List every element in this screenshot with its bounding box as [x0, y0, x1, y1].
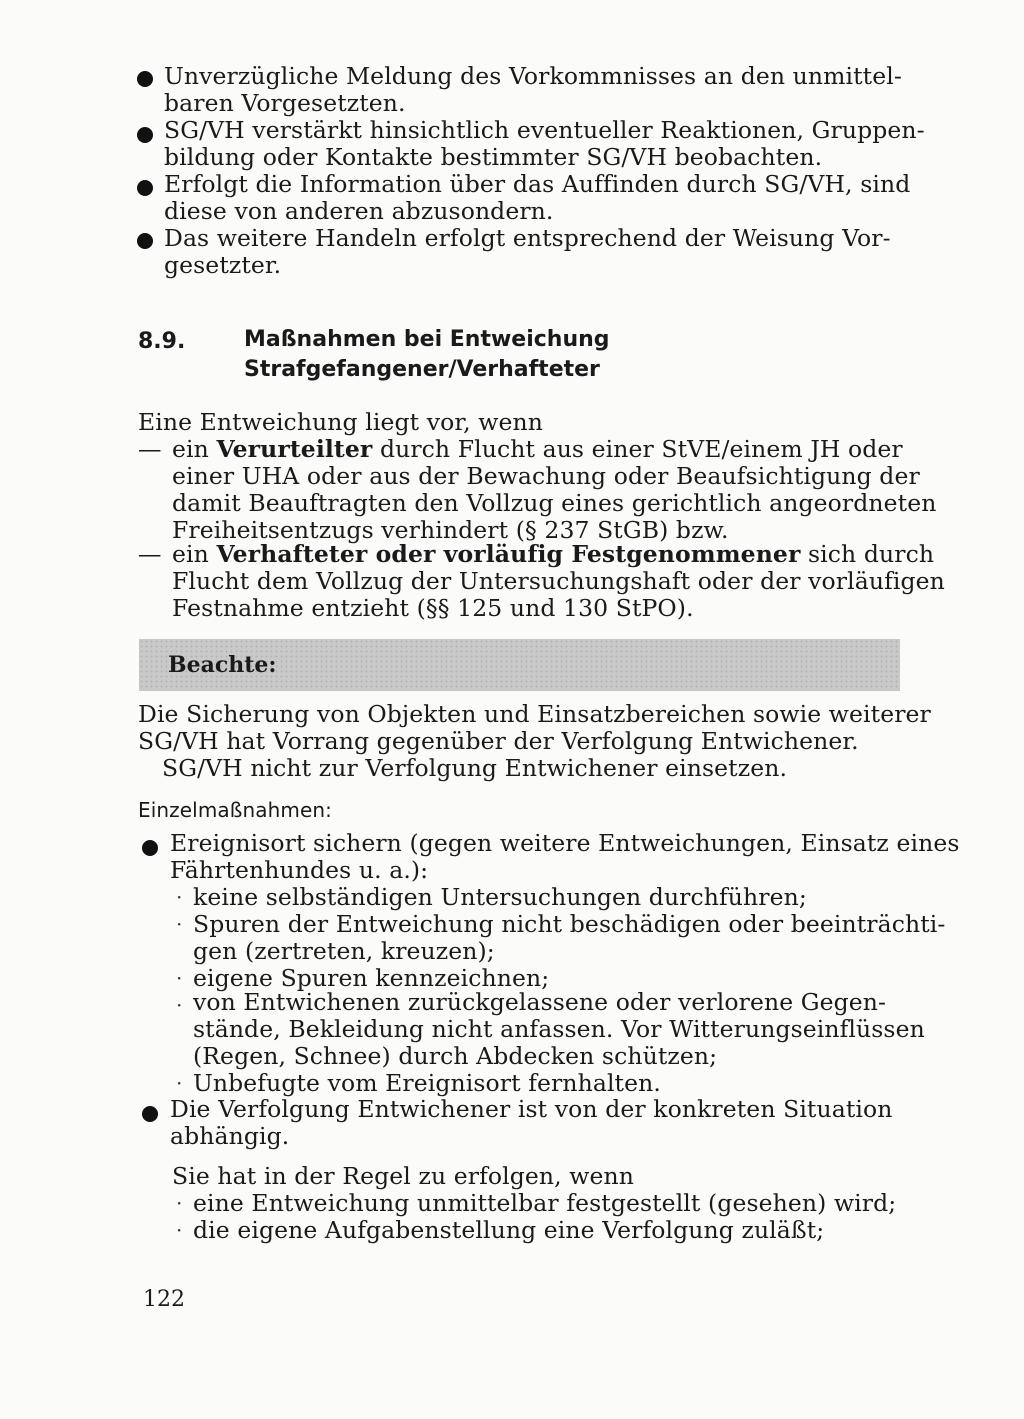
bullet-dot-icon [137, 71, 153, 87]
text-line: gesetzter. [164, 251, 282, 279]
bullet-dot-icon [142, 840, 158, 856]
text-line: ein Verhafteter oder vorläufig Festgenommener sich durch [172, 540, 935, 568]
text-line: einer UHA oder aus der Bewachung oder Beaufsichtigung der [172, 462, 920, 490]
section-number: 8.9. [138, 329, 186, 354]
sub-item: die eigene Aufgabenstellung eine Verfolgung zuläßt; [193, 1216, 825, 1244]
text-line: baren Vorgesetzten. [164, 89, 406, 117]
sub-marker: · [176, 993, 183, 1017]
sub-marker: · [176, 912, 183, 936]
sub-item: gen (zertreten, kreuzen); [193, 937, 495, 965]
note-label: Beachte: [168, 652, 277, 678]
text-line: Die Verfolgung Entwichener ist von der konkreten Situation [170, 1095, 893, 1123]
bullet-dot-icon [137, 233, 153, 249]
text-line: SG/VH verstärkt hinsichtlich eventueller Reaktionen, Gruppen- [164, 116, 925, 144]
sub-marker: · [176, 966, 183, 990]
text-line: Freiheitsentzugs verhindert (§ 237 StGB) bzw. [172, 516, 729, 544]
sub-item: Spuren der Entweichung nicht beschädigen oder beeinträchti- [193, 910, 946, 938]
text-line: Erfolgt die Information über das Auffinden durch SG/VH, sind [164, 170, 911, 198]
sub-item: (Regen, Schnee) durch Abdecken schützen; [193, 1042, 718, 1070]
bullet-dot-icon [142, 1106, 158, 1122]
intro-text: Eine Entweichung liegt vor, wenn [138, 408, 543, 436]
sub-marker: · [176, 885, 183, 909]
text-line: ein Verurteilter durch Flucht aus einer StVE/einem JH oder [172, 435, 903, 463]
section-title: Strafgefangener/Verhafteter [244, 357, 600, 382]
note-text: Die Sicherung von Objekten und Einsatzbereichen sowie weiterer [138, 700, 931, 728]
bullet-dot-icon [137, 127, 153, 143]
note-text: SG/VH nicht zur Verfolgung Entwichener einsetzen. [162, 754, 788, 782]
text-line: damit Beauftragten den Vollzug eines gerichtlich angeordneten [172, 489, 937, 517]
text-line: bildung oder Kontakte bestimmter SG/VH beobachten. [164, 143, 823, 171]
sub-item: stände, Bekleidung nicht anfassen. Vor Witterungseinflüssen [193, 1015, 925, 1043]
text-line: Sie hat in der Regel zu erfolgen, wenn [172, 1162, 634, 1190]
sub-item: Unbefugte vom Ereignisort fernhalten. [193, 1069, 661, 1097]
text-line: Das weitere Handeln erfolgt entsprechend der Weisung Vor- [164, 224, 891, 252]
bullet-dot-icon [137, 180, 153, 196]
text-line: diese von anderen abzusondern. [164, 197, 554, 225]
dash-marker: — [138, 435, 162, 463]
text-line: Ereignisort sichern (gegen weitere Entweichungen, Einsatz eines [170, 829, 960, 857]
bold-term: Verhafteter oder vorläufig Festgenommener [216, 540, 801, 568]
text-line: Unverzügliche Meldung des Vorkommnisses an den unmittel- [164, 62, 902, 90]
bold-term: Verurteilter [216, 435, 373, 463]
measures-label: Einzelmaßnahmen: [138, 798, 332, 822]
text-line: abhängig. [170, 1122, 290, 1150]
text-line: Fährtenhundes u. a.): [170, 856, 429, 884]
note-text: SG/VH hat Vorrang gegenüber der Verfolgung Entwichener. [138, 727, 859, 755]
text-line: Flucht dem Vollzug der Untersuchungshaft oder der vorläufigen [172, 567, 945, 595]
section-title: Maßnahmen bei Entweichung [244, 327, 610, 352]
page-number: 122 [143, 1287, 185, 1312]
text-line: Festnahme entzieht (§§ 125 und 130 StPO). [172, 594, 694, 622]
sub-item: von Entwichenen zurückgelassene oder verlorene Gegen- [193, 988, 887, 1016]
dash-marker: — [138, 540, 162, 568]
sub-item: keine selbständigen Untersuchungen durchführen; [193, 883, 807, 911]
sub-item: eigene Spuren kennzeichnen; [193, 964, 550, 992]
sub-marker: · [176, 1191, 183, 1215]
sub-marker: · [176, 1071, 183, 1095]
sub-marker: · [176, 1218, 183, 1242]
sub-item: eine Entweichung unmittelbar festgestellt (gesehen) wird; [193, 1189, 897, 1217]
